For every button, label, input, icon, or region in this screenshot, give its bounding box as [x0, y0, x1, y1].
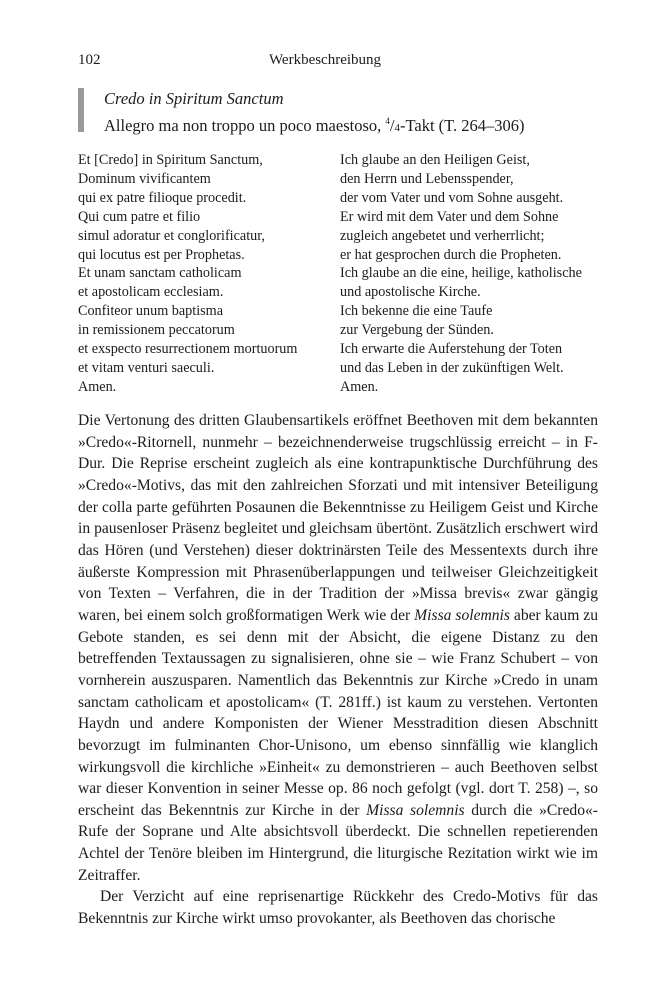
german-line: zur Vergebung der Sünden. [340, 322, 494, 339]
paragraph-1-part-c: durch die »Credo«-Rufe der Soprane und Alte absichtsvoll überdeckt. Die schnellen repetierenden Achtel der Tenöre bleiben im Hintergrund, die liturgische Rezitation wirkt wie im Zeitraffer. [78, 801, 598, 884]
paragraph-2: Der Verzicht auf eine reprisenartige Rückkehr des Credo-Motivs für das Bekenntnis zur Kirche wirkt umso provokanter, als Beethoven das chorische [78, 888, 598, 928]
german-line: und das Leben in der zukünftigen Welt. [340, 359, 564, 376]
meter-denominator: 4 [394, 122, 400, 134]
german-line: Ich erwarte die Auferstehung der Toten [340, 341, 563, 358]
latin-line: Dominum vivificantem [78, 170, 211, 187]
section-tempo: Allegro ma non troppo un poco maestoso, $^4$/4-Takt (T. 264–306) [104, 116, 525, 135]
section-title: Credo in Spiritum Sanctum [104, 89, 284, 108]
german-line: der vom Vater und vom Sohne ausgeht. [340, 189, 564, 206]
german-line: Amen. [340, 378, 379, 395]
german-line: und apostolische Kirche. [340, 284, 481, 301]
latin-line: Et unam sanctam catholicam [78, 265, 242, 282]
latin-line: Qui cum patre et filio [78, 208, 201, 225]
latin-line: Confiteor unum baptisma [78, 303, 224, 320]
paragraph-1-part-a: Die Vertonung des dritten Glaubensartikels eröffnet Beethoven mit dem bekannten »Credo«-Ritornell, nunmehr – bezeichnenderweise trugschlüssig erreicht – in F-Dur. Die Reprise erscheint zugleich als eine kontrapunktische Durchführung des »Credo«-Motivs, das mit den zahlreichen Sforzati und mit intensiver Beteiligung der colla parte geführten Posaunen die Bekenntnisse zu Heiligem Geist und Kirche in pausenloser Präsenz begleitet und gleichsam übertönt. Zusätzlich erschwert wird das Hören (und Verstehen) dieser doktrinärsten Teile des Messentexts durch ihre äußerste Kompression mit Phrasenüberlappungen und teilweiser Gleichzeitigkeit von Texten – Verfahren, die in der Tradition der »Missa brevis« zwar gängig waren, bei einem solch großformatigen Werk wie der [78, 412, 598, 624]
meter-numerator: 4 [385, 116, 390, 126]
german-line: er hat gesprochen durch die Propheten. [340, 246, 562, 263]
german-line: den Herrn und Lebensspender, [340, 170, 514, 187]
running-head: Werkbeschreibung [268, 52, 382, 68]
latin-line: et exspecto resurrectionem mortuorum [78, 341, 298, 358]
german-line: Ich bekenne die eine Taufe [340, 303, 493, 320]
german-line: Ich glaube an den Heiligen Geist, [340, 152, 530, 168]
tempo-measures: -Takt (T. 264–306) [399, 116, 525, 135]
german-line: Ich glaube an die eine, heilige, katholische [340, 265, 582, 282]
german-line: Er wird mit dem Vater und dem Sohne [340, 208, 559, 225]
latin-text-column [78, 151, 297, 397]
german-line: zugleich angebetet und verherrlicht; [340, 227, 545, 244]
tempo-text: Allegro ma non troppo un poco maestoso, [104, 116, 386, 135]
paragraph-1 [78, 410, 598, 886]
latin-line: et apostolicam ecclesiam. [78, 284, 224, 301]
german-translation-column [340, 151, 582, 397]
body-text [78, 410, 598, 930]
work-title-italic: Missa solemnis [414, 606, 510, 624]
page-number: 102 [78, 52, 101, 68]
latin-line: Amen. [78, 378, 117, 395]
latin-line: qui locutus est per Prophetas. [78, 246, 245, 263]
latin-line: et vitam venturi saeculi. [78, 359, 215, 376]
latin-line: in remissionem peccatorum [78, 322, 235, 339]
work-title-italic: Missa solemnis [366, 801, 465, 819]
paragraph-1-part-b: aber kaum zu Gebote standen, es sei denn mit der Absicht, die eigene Distanz zu den betreffenden Textaussagen zu signalisieren, ohne sie – wie Franz Schubert – von vornherein auszusparen. Namentlich das Bekenntnis zur Kirche »Credo in unam sanctam catholicam et apostolicam« (T. 281ff.) ist kaum zu verstehen. Vertonten Haydn und andere Komponisten der Wiener Messtradition diesen Abschnitt bevorzugt im fulminanten Chor-Unisono, um ebenso sinnfällig wie klanglich wirkungsvoll die kirchliche »Einheit« zu demonstrieren – auch Beethoven selbst war dieser Konvention in seiner Messe op. 86 noch gefolgt (vgl. dort T. 258) –, so erscheint das Bekenntnis zur Kirche in der [78, 606, 599, 819]
latin-line: Et [Credo] in Spiritum Sanctum, [78, 152, 263, 168]
section-marker-bar [78, 88, 84, 132]
latin-line: qui ex patre filioque procedit. [78, 189, 247, 206]
latin-line: simul adoratur et conglorificatur, [78, 227, 265, 244]
